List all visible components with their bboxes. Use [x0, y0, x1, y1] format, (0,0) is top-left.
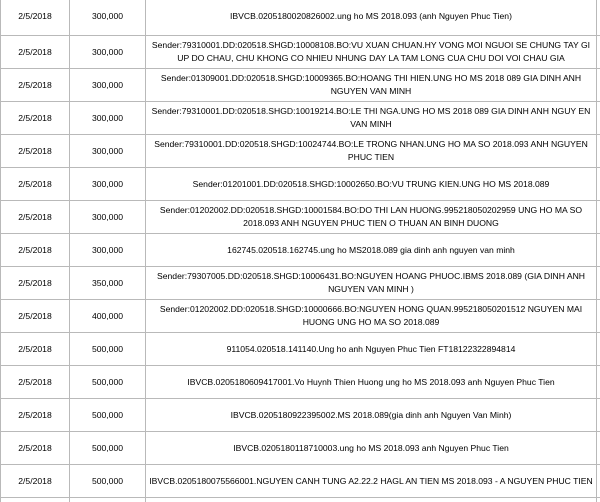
date-cell[interactable]: 2/5/2018 — [1, 267, 70, 300]
description-cell[interactable]: Sender:01201001.DD:020518.SHGD:10002650.BO:VU TRUNG KIEN.UNG HO MS 2018.089 — [146, 168, 597, 201]
date-cell[interactable]: 2/5/2018 — [1, 168, 70, 201]
empty-cell[interactable] — [597, 465, 600, 498]
empty-cell[interactable] — [597, 36, 600, 69]
empty-cell[interactable] — [597, 69, 600, 102]
empty-cell[interactable] — [597, 498, 600, 502]
amount-cell[interactable]: 300,000 — [70, 201, 146, 234]
description-cell[interactable]: IBVCB.0205180609417001.Vo Huynh Thien Huong ung ho MS 2018.093 anh Nguyen Phuc Tien — [146, 366, 597, 399]
empty-cell[interactable] — [597, 366, 600, 399]
amount-cell[interactable]: 300,000 — [70, 102, 146, 135]
description-cell[interactable]: 162745.020518.162745.ung ho MS2018.089 gia dinh anh nguyen van minh — [146, 234, 597, 267]
description-cell[interactable]: IBVCB.0205180118710003.ung ho MS 2018.093 anh Nguyen Phuc Tien — [146, 432, 597, 465]
description-cell[interactable]: 911054.020518.141140.Ung ho anh Nguyen Phuc Tien FT18122322894814 — [146, 333, 597, 366]
amount-cell[interactable]: 500,000 — [70, 366, 146, 399]
table-row[interactable] — [1, 300, 600, 333]
empty-cell[interactable] — [597, 333, 600, 366]
description-cell[interactable]: Sender:79310001.DD:020518.SHGD:10008108.BO:VU XUAN CHUAN.HY VONG MOI NGUOI SE CHUNG TAY GI UP DO CHAU, CHU KHONG CO NHIEU NHUNG DAY LA TAM LONG CUA CHU DOI VOI CHAU GIA — [146, 36, 597, 69]
amount-cell[interactable]: 300,000 — [70, 168, 146, 201]
table-row[interactable] — [1, 333, 600, 366]
amount-cell[interactable]: 300,000 — [70, 234, 146, 267]
table-row[interactable] — [1, 267, 600, 300]
empty-cell[interactable] — [597, 102, 600, 135]
date-cell[interactable]: 2/5/2018 — [1, 102, 70, 135]
amount-cell[interactable]: 500,000 — [70, 465, 146, 498]
date-cell[interactable]: 2/5/2018 — [1, 465, 70, 498]
table-row[interactable] — [1, 201, 600, 234]
description-cell[interactable]: Sender:79310001.DD:020518.SHGD:10019214.BO:LE THI NGA.UNG HO MS 2018 089 GIA DINH ANH NGUY EN VAN MINH — [146, 102, 597, 135]
amount-cell[interactable]: 300,000 — [70, 36, 146, 69]
date-cell[interactable]: 2/5/2018 — [1, 366, 70, 399]
date-cell[interactable]: 2/5/2018 — [1, 399, 70, 432]
date-cell[interactable]: 2/5/2018 — [1, 333, 70, 366]
empty-cell[interactable] — [597, 267, 600, 300]
description-cell[interactable] — [146, 498, 597, 502]
description-cell[interactable]: Sender:01309001.DD:020518.SHGD:10009365.BO:HOANG THI HIEN.UNG HO MS 2018 089 GIA DINH ANH NGUYEN VAN MINH — [146, 69, 597, 102]
date-cell[interactable]: 2/5/2018 — [1, 201, 70, 234]
date-cell[interactable]: 2/5/2018 — [1, 432, 70, 465]
table-row[interactable] — [1, 0, 600, 36]
empty-cell[interactable] — [597, 201, 600, 234]
description-cell[interactable]: IBVCB.0205180020826002.ung ho MS 2018.093 (anh Nguyen Phuc Tien) — [146, 0, 597, 36]
table-row[interactable] — [1, 366, 600, 399]
table-row[interactable] — [1, 432, 600, 465]
table-row[interactable] — [1, 234, 600, 267]
description-cell[interactable]: IBVCB.0205180922395002.MS 2018.089(gia dinh anh Nguyen Van Minh) — [146, 399, 597, 432]
description-cell[interactable]: Sender:01202002.DD:020518.SHGD:10001584.BO:DO THI LAN HUONG.995218050202959 UNG HO MA SO 2018.093 ANH NGUYEN PHUC TIEN O THUAN AN BINH DUONG — [146, 201, 597, 234]
empty-cell[interactable] — [597, 234, 600, 267]
table-row[interactable] — [1, 102, 600, 135]
transactions-table-body — [1, 0, 600, 502]
empty-cell[interactable] — [597, 0, 600, 36]
table-row[interactable] — [1, 36, 600, 69]
amount-cell[interactable]: 500,000 — [70, 432, 146, 465]
empty-cell[interactable] — [597, 135, 600, 168]
amount-cell[interactable] — [70, 498, 146, 502]
description-cell[interactable]: Sender:79310001.DD:020518.SHGD:10024744.BO:LE TRONG NHAN.UNG HO MA SO 2018.093 ANH NGUYEN PHUC TIEN — [146, 135, 597, 168]
date-cell[interactable]: 2/5/2018 — [1, 300, 70, 333]
table-row[interactable] — [1, 465, 600, 498]
empty-cell[interactable] — [597, 300, 600, 333]
table-row[interactable] — [1, 168, 600, 201]
amount-cell[interactable]: 300,000 — [70, 0, 146, 36]
amount-cell[interactable]: 500,000 — [70, 399, 146, 432]
date-cell[interactable]: 2/5/2018 — [1, 135, 70, 168]
description-cell[interactable]: Sender:79307005.DD:020518.SHGD:10006431.BO:NGUYEN HOANG PHUOC.IBMS 2018.089 (GIA DINH ANH NGUYEN VAN MINH ) — [146, 267, 597, 300]
table-row[interactable] — [1, 69, 600, 102]
table-row[interactable] — [1, 399, 600, 432]
amount-cell[interactable]: 300,000 — [70, 69, 146, 102]
amount-cell[interactable]: 400,000 — [70, 300, 146, 333]
description-cell[interactable]: Sender:01202002.DD:020518.SHGD:10000666.BO:NGUYEN HONG QUAN.995218050201512 NGUYEN MAI HUONG UNG HO MA SO 2018.089 — [146, 300, 597, 333]
amount-cell[interactable]: 300,000 — [70, 135, 146, 168]
amount-cell[interactable]: 500,000 — [70, 333, 146, 366]
description-cell[interactable]: IBVCB.0205180075566001.NGUYEN CANH TUNG A2.22.2 HAGL AN TIEN MS 2018.093 - A NGUYEN PHUC TIEN — [146, 465, 597, 498]
date-cell[interactable]: 2/5/2018 — [1, 36, 70, 69]
date-cell[interactable]: 2/5/2018 — [1, 0, 70, 36]
empty-cell[interactable] — [597, 432, 600, 465]
empty-cell[interactable] — [597, 168, 600, 201]
date-cell[interactable]: 2/5/2018 — [1, 234, 70, 267]
empty-cell[interactable] — [597, 399, 600, 432]
date-cell[interactable]: 2/5/2018 — [1, 69, 70, 102]
table-row[interactable] — [1, 135, 600, 168]
table-row[interactable] — [1, 498, 600, 502]
amount-cell[interactable]: 350,000 — [70, 267, 146, 300]
date-cell[interactable] — [1, 498, 70, 502]
